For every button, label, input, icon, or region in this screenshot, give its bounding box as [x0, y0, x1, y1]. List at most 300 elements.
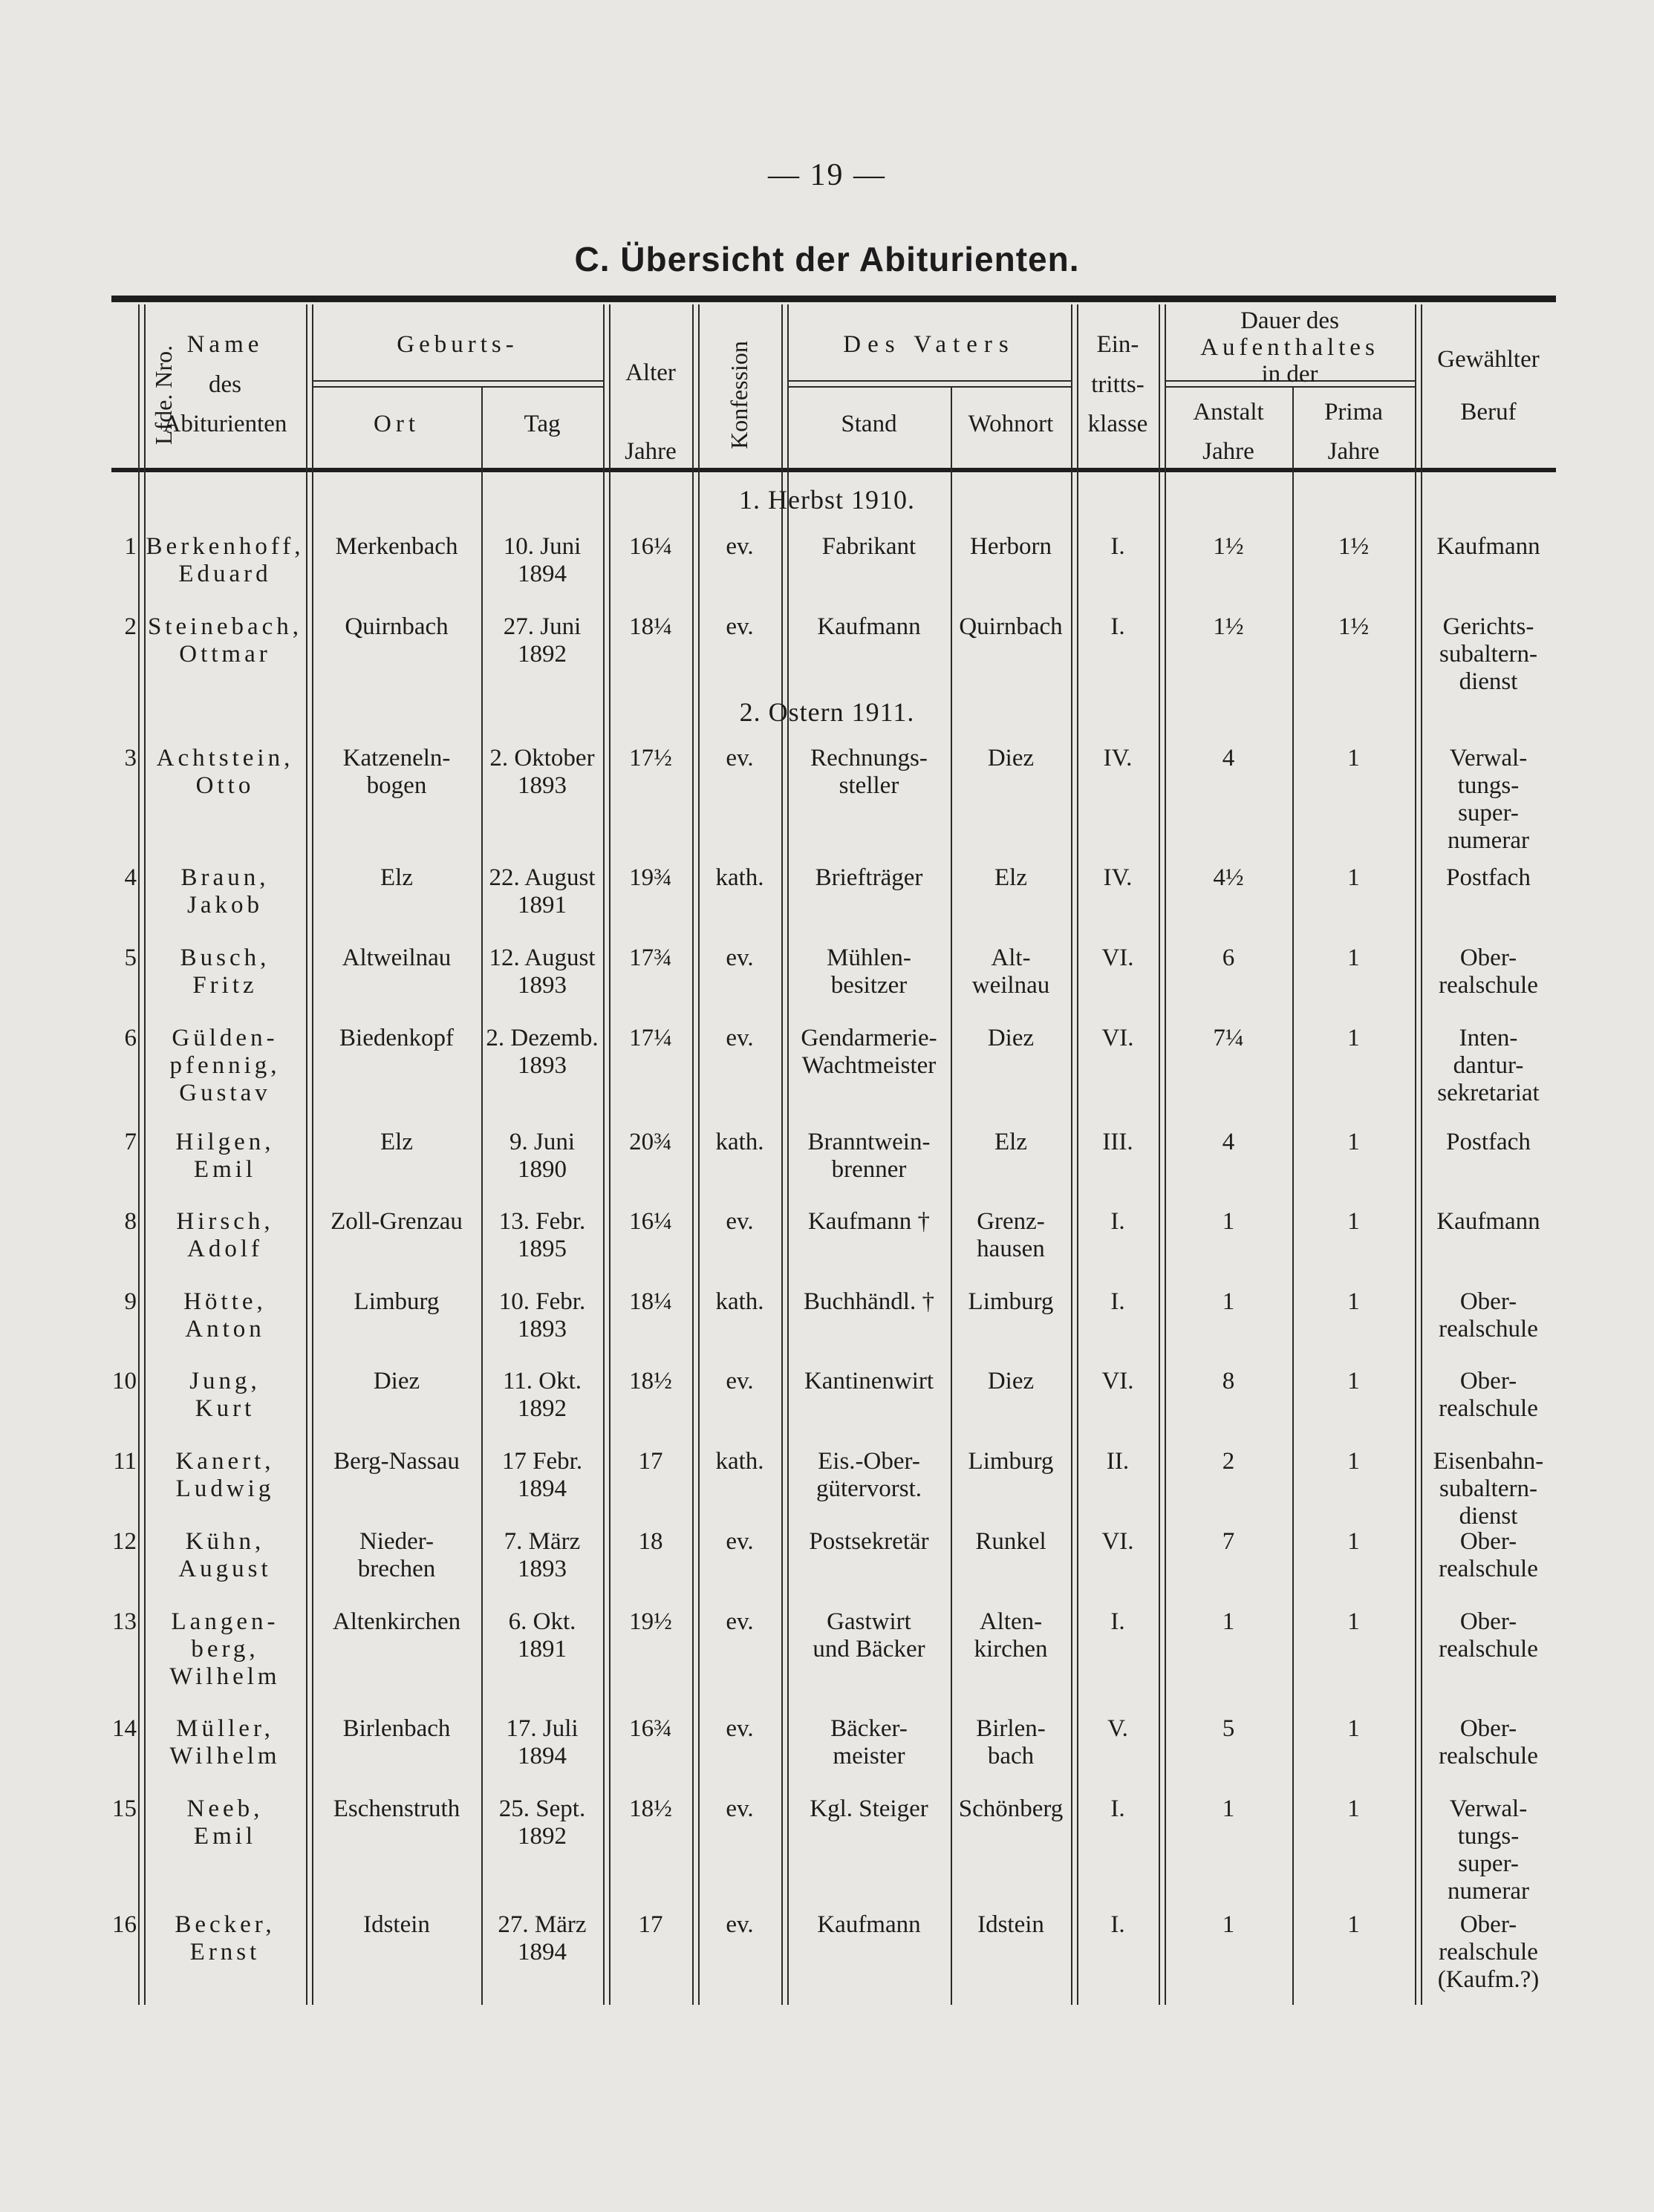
birth-place: Katzeneln- [342, 745, 451, 771]
chosen-profession: dienst [1459, 668, 1518, 695]
birth-place: Merkenbach [335, 533, 458, 560]
chosen-profession: Inten- [1459, 1025, 1518, 1051]
birth-date: 2. Dezemb. [486, 1025, 599, 1051]
student-name: Langen- [171, 1608, 279, 1635]
student-name: Gustav [179, 1080, 271, 1106]
birth-place: Nieder- [359, 1528, 434, 1555]
student-name: Emil [193, 1823, 257, 1850]
header-dauer-2: Aufenthaltes [1200, 334, 1379, 361]
confession: kath. [715, 1129, 764, 1155]
student-name: Müller, [176, 1715, 274, 1742]
years-prima: 1 [1347, 1795, 1360, 1822]
chosen-profession: Ober- [1459, 1911, 1517, 1938]
chosen-profession: numerar [1448, 1878, 1529, 1905]
birth-place: Limburg [354, 1288, 440, 1315]
years-institution: 4 [1222, 1129, 1235, 1155]
header-anstalt: Anstalt [1193, 399, 1264, 425]
student-name: Eduard [178, 561, 272, 587]
chosen-profession: Ober- [1459, 944, 1517, 971]
entry-class: V. [1107, 1715, 1128, 1742]
father-residence: Diez [987, 745, 1035, 771]
header-bottom-rule [111, 468, 1556, 472]
father-occupation: Fabrikant [821, 533, 916, 560]
chosen-profession: subaltern- [1439, 641, 1537, 668]
birth-year: 1894 [518, 1743, 567, 1769]
page-number: — 19 — [768, 158, 886, 192]
father-residence: bach [987, 1743, 1035, 1769]
entry-class: I. [1110, 1208, 1125, 1235]
entry-class: I. [1110, 1288, 1125, 1315]
col-line [306, 304, 307, 2005]
entry-class: VI. [1101, 1025, 1134, 1051]
father-residence: Quirnbach [959, 613, 1063, 640]
father-occupation: Kaufmann [817, 1911, 921, 1938]
header-ort: Ort [374, 411, 420, 437]
header-prima-jahre: Jahre [1327, 438, 1380, 465]
chosen-profession: realschule [1439, 1395, 1538, 1422]
chosen-profession: Ober- [1459, 1608, 1517, 1635]
confession: kath. [715, 1288, 764, 1315]
age: 18½ [629, 1368, 672, 1394]
birth-date: 10. Febr. [498, 1288, 586, 1315]
years-institution: 1½ [1213, 533, 1244, 560]
header-prima: Prima [1324, 399, 1383, 425]
confession: ev. [726, 944, 754, 971]
years-institution: 1 [1222, 1208, 1235, 1235]
confession: ev. [726, 1528, 754, 1555]
student-name: August [178, 1556, 272, 1582]
father-occupation: besitzer [830, 972, 908, 999]
age: 18 [638, 1528, 663, 1555]
father-residence: Schönberg [958, 1795, 1064, 1822]
student-name: Emil [193, 1156, 257, 1183]
confession: ev. [726, 1715, 754, 1742]
chosen-profession: Ober- [1459, 1528, 1517, 1555]
birth-year: 1893 [518, 972, 567, 999]
age: 17 [638, 1448, 663, 1475]
years-institution: 4½ [1213, 864, 1244, 891]
header-geburts: Geburts- [397, 331, 518, 358]
header-eintritts-2: tritts- [1091, 371, 1145, 398]
birth-date: 12. August [489, 944, 596, 971]
header-des-vaters: Des Vaters [843, 331, 1015, 358]
father-occupation: Mühlen- [827, 944, 911, 971]
birth-year: 1891 [518, 892, 567, 919]
years-prima: 1½ [1338, 613, 1370, 640]
birth-place: Birlenbach [342, 1715, 451, 1742]
row-number: 3 [124, 745, 137, 771]
chosen-profession: realschule [1439, 1939, 1538, 1965]
student-name: Ottmar [179, 641, 271, 668]
father-occupation: Rechnungs- [810, 745, 928, 771]
header-dauer-3: in der [1261, 361, 1318, 388]
years-institution: 4 [1222, 745, 1235, 771]
col-line [781, 304, 783, 2005]
chosen-profession: realschule [1439, 972, 1538, 999]
chosen-profession: dienst [1459, 1503, 1518, 1530]
row-number: 15 [112, 1795, 137, 1822]
birth-date: 25. Sept. [498, 1795, 586, 1822]
years-institution: 7 [1222, 1528, 1235, 1555]
student-name: pfennig, [169, 1052, 281, 1079]
father-occupation: Kantinenwirt [804, 1368, 934, 1394]
col-line [1071, 304, 1072, 2005]
birth-year: 1891 [518, 1636, 567, 1663]
col-line [1159, 304, 1160, 2005]
father-residence: kirchen [974, 1636, 1048, 1663]
chosen-profession: Verwal- [1449, 1795, 1528, 1822]
chosen-profession: Postfach [1446, 864, 1531, 891]
birth-year: 1895 [518, 1236, 567, 1262]
header-eintritts-3: klasse [1087, 411, 1148, 437]
row-number: 9 [124, 1288, 137, 1315]
birth-place: bogen [366, 772, 427, 799]
birth-year: 1893 [518, 1556, 567, 1582]
father-occupation: Kaufmann † [807, 1208, 931, 1235]
entry-class: VI. [1101, 1368, 1134, 1394]
chosen-profession: Kaufmann [1436, 533, 1540, 560]
father-residence: Elz [994, 864, 1027, 891]
birth-place: Zoll-Grenzau [331, 1208, 463, 1235]
years-prima: 1 [1347, 745, 1360, 771]
years-institution: 1 [1222, 1795, 1235, 1822]
years-institution: 5 [1222, 1715, 1235, 1742]
birth-date: 27. März [498, 1911, 587, 1938]
chosen-profession: tungs- [1457, 772, 1520, 799]
chosen-profession: realschule [1439, 1556, 1538, 1582]
confession: kath. [715, 1448, 764, 1475]
years-institution: 1½ [1213, 613, 1244, 640]
section-ostern: 2. Ostern 1911. [739, 697, 915, 727]
entry-class: I. [1110, 533, 1125, 560]
age: 19¾ [629, 864, 672, 891]
col-line [1415, 304, 1416, 2005]
chosen-profession: super- [1458, 800, 1519, 826]
student-name: Wilhelm [169, 1663, 281, 1690]
header-eintritts-1: Ein- [1096, 331, 1139, 358]
birth-place: brechen [357, 1556, 436, 1582]
birth-year: 1894 [518, 1475, 567, 1502]
student-name: Jakob [187, 892, 263, 919]
years-prima: 1 [1347, 1911, 1360, 1938]
student-name: Braun, [180, 864, 270, 891]
header-konfession: Konfession [726, 341, 752, 449]
birth-date: 27. Juni [503, 613, 582, 640]
years-prima: 1 [1347, 944, 1360, 971]
father-residence: Alt- [991, 944, 1031, 971]
row-number: 1 [124, 533, 137, 560]
chosen-profession: Ober- [1459, 1368, 1517, 1394]
birth-year: 1893 [518, 772, 567, 799]
birth-date: 13. Febr. [498, 1208, 586, 1235]
entry-class: III. [1102, 1129, 1133, 1155]
birth-year: 1893 [518, 1316, 567, 1342]
chosen-profession: Postfach [1446, 1129, 1531, 1155]
birth-place: Quirnbach [345, 613, 449, 640]
chosen-profession: Kaufmann [1436, 1208, 1540, 1235]
student-name: Otto [195, 772, 255, 799]
chosen-profession: Ober- [1459, 1288, 1517, 1315]
years-prima: 1 [1347, 1025, 1360, 1051]
father-residence: Elz [994, 1129, 1027, 1155]
years-institution: 1 [1222, 1288, 1235, 1315]
age: 17¾ [629, 944, 672, 971]
birth-place: Idstein [363, 1911, 430, 1938]
father-occupation: Eis.-Ober- [818, 1448, 920, 1475]
birth-date: 9. Juni [509, 1129, 575, 1155]
birth-date: 11. Okt. [502, 1368, 582, 1394]
birth-place: Biedenkopf [339, 1025, 454, 1051]
row-number: 11 [113, 1448, 137, 1475]
entry-class: I. [1110, 613, 1125, 640]
age: 17½ [629, 745, 672, 771]
chosen-profession: Gerichts- [1442, 613, 1534, 640]
confession: ev. [726, 1795, 754, 1822]
header-name-abiturienten: Abiturienten [163, 411, 287, 437]
years-institution: 7¼ [1213, 1025, 1244, 1051]
student-name: Hirsch, [176, 1208, 274, 1235]
chosen-profession: realschule [1439, 1316, 1538, 1342]
father-occupation: Postsekretär [809, 1528, 929, 1555]
header-stand: Stand [841, 411, 897, 437]
chosen-profession: Verwal- [1449, 745, 1528, 771]
age: 16¾ [629, 1715, 672, 1742]
father-occupation: steller [839, 772, 899, 799]
row-number: 4 [124, 864, 137, 891]
father-residence: Alten- [979, 1608, 1043, 1635]
father-residence: Runkel [975, 1528, 1046, 1555]
years-prima: 1 [1347, 1208, 1360, 1235]
years-prima: 1 [1347, 1368, 1360, 1394]
years-prima: 1½ [1338, 533, 1370, 560]
father-occupation: Buchhändl. † [804, 1288, 934, 1315]
age: 19½ [629, 1608, 672, 1635]
father-occupation: Kaufmann [817, 613, 921, 640]
age: 16¼ [629, 533, 672, 560]
chosen-profession: realschule [1439, 1743, 1538, 1769]
chosen-profession: super- [1458, 1850, 1519, 1877]
chosen-profession: Eisenbahn- [1433, 1448, 1544, 1475]
header-subrule [787, 380, 1071, 382]
chosen-profession: dantur- [1453, 1052, 1524, 1079]
years-prima: 1 [1347, 1715, 1360, 1742]
birth-year: 1890 [518, 1156, 567, 1183]
header-alter: Alter [625, 359, 676, 386]
student-name: Ludwig [175, 1475, 275, 1502]
birth-year: 1892 [518, 641, 567, 668]
header-gewaehlter: Gewählter [1437, 346, 1540, 373]
birth-place: Altenkirchen [332, 1608, 461, 1635]
table-top-rule [111, 296, 1556, 302]
age: 20¾ [629, 1129, 672, 1155]
row-number: 2 [124, 613, 137, 640]
years-institution: 6 [1222, 944, 1235, 971]
header-name-des: des [209, 371, 241, 398]
student-name: Jung, [189, 1368, 261, 1394]
birth-date: 10. Juni [503, 533, 582, 560]
birth-year: 1894 [518, 1939, 567, 1965]
col-line [138, 304, 140, 2005]
confession: ev. [726, 1368, 754, 1394]
header-beruf: Beruf [1460, 399, 1517, 425]
confession: kath. [715, 864, 764, 891]
section-herbst: 1. Herbst 1910. [739, 485, 915, 515]
father-occupation: Kgl. Steiger [810, 1795, 928, 1822]
header-tag: Tag [524, 411, 561, 437]
chosen-profession: subaltern- [1439, 1475, 1537, 1502]
student-name: Steinebach, [147, 613, 303, 640]
father-residence: Idstein [977, 1911, 1044, 1938]
age: 18¼ [629, 1288, 672, 1315]
father-occupation: Bäcker- [830, 1715, 908, 1742]
birth-date: 7. März [504, 1528, 581, 1555]
father-residence: Grenz- [977, 1208, 1045, 1235]
father-occupation: Gastwirt [827, 1608, 911, 1635]
father-residence: Limburg [968, 1288, 1054, 1315]
header-subrule [312, 386, 603, 388]
student-name: Kanert, [175, 1448, 275, 1475]
father-occupation: Branntwein- [807, 1129, 931, 1155]
birth-year: 1893 [518, 1052, 567, 1079]
years-prima: 1 [1347, 1129, 1360, 1155]
age: 18¼ [629, 613, 672, 640]
entry-class: IV. [1103, 864, 1133, 891]
father-occupation: meister [833, 1743, 905, 1769]
chosen-profession: (Kaufm.?) [1437, 1966, 1540, 1993]
entry-class: I. [1110, 1608, 1125, 1635]
birth-place: Elz [380, 1129, 413, 1155]
father-residence: weilnau [971, 972, 1050, 999]
birth-place: Diez [373, 1368, 420, 1394]
header-name: Name [186, 331, 264, 358]
years-institution: 8 [1222, 1368, 1235, 1394]
student-name: Gülden- [172, 1025, 279, 1051]
col-line [603, 304, 605, 2005]
years-prima: 1 [1347, 1288, 1360, 1315]
years-institution: 2 [1222, 1448, 1235, 1475]
confession: ev. [726, 1911, 754, 1938]
row-number: 6 [124, 1025, 137, 1051]
student-name: Fritz [192, 972, 258, 999]
confession: ev. [726, 1608, 754, 1635]
student-name: Busch, [180, 944, 270, 971]
row-number: 13 [112, 1608, 137, 1635]
chosen-profession: tungs- [1457, 1823, 1520, 1850]
chosen-profession: numerar [1448, 827, 1529, 854]
birth-date: 22. August [489, 864, 596, 891]
father-residence: Birlen- [976, 1715, 1046, 1742]
age: 17 [638, 1911, 663, 1938]
birth-year: 1894 [518, 561, 567, 587]
student-name: berg, [191, 1636, 259, 1663]
header-anstalt-jahre: Jahre [1202, 438, 1254, 465]
confession: ev. [726, 745, 754, 771]
entry-class: VI. [1101, 1528, 1134, 1555]
father-occupation: Wachtmeister [801, 1052, 937, 1079]
page-title: C. Übersicht der Abiturienten. [574, 240, 1080, 278]
student-name: Ernst [189, 1939, 261, 1965]
header-dauer-1: Dauer des [1240, 307, 1339, 334]
birth-place: Eschenstruth [333, 1795, 460, 1822]
student-name: Hilgen, [175, 1129, 275, 1155]
father-residence: Herborn [970, 533, 1052, 560]
student-name: Hötte, [183, 1288, 267, 1315]
birth-date: 6. Okt. [508, 1608, 576, 1635]
student-name: Kühn, [185, 1528, 265, 1555]
age: 16¼ [629, 1208, 672, 1235]
row-number: 16 [112, 1911, 137, 1938]
row-number: 7 [124, 1129, 137, 1155]
row-number: 14 [112, 1715, 137, 1742]
birth-date: 17. Juli [506, 1715, 579, 1742]
years-institution: 1 [1222, 1911, 1235, 1938]
row-number: 5 [124, 944, 137, 971]
years-prima: 1 [1347, 1608, 1360, 1635]
confession: ev. [726, 1208, 754, 1235]
student-name: Berkenhoff, [146, 533, 305, 560]
years-prima: 1 [1347, 1448, 1360, 1475]
birth-place: Elz [380, 864, 413, 891]
father-occupation: brenner [831, 1156, 907, 1183]
chosen-profession: sekretariat [1437, 1080, 1540, 1106]
birth-year: 1892 [518, 1823, 567, 1850]
birth-date: 17 Febr. [501, 1448, 583, 1475]
student-name: Becker, [175, 1911, 276, 1938]
entry-class: VI. [1101, 944, 1134, 971]
father-occupation: gütervorst. [815, 1475, 922, 1502]
confession: ev. [726, 533, 754, 560]
student-name: Adolf [187, 1236, 263, 1262]
chosen-profession: realschule [1439, 1636, 1538, 1663]
father-residence: Limburg [968, 1448, 1054, 1475]
student-name: Kurt [195, 1395, 255, 1422]
birth-date: 2. Oktober [489, 745, 595, 771]
confession: ev. [726, 613, 754, 640]
father-residence: Diez [987, 1368, 1035, 1394]
row-number: 8 [124, 1208, 137, 1235]
father-residence: hausen [977, 1236, 1045, 1262]
birth-place: Berg-Nassau [333, 1448, 460, 1475]
student-name: Wilhelm [169, 1743, 281, 1769]
header-alter-jahre: Jahre [625, 438, 677, 465]
age: 18½ [629, 1795, 672, 1822]
student-name: Anton [185, 1316, 265, 1342]
row-number: 10 [112, 1368, 137, 1394]
student-name: Neeb, [186, 1795, 264, 1822]
entry-class: I. [1110, 1911, 1125, 1938]
age: 17¼ [629, 1025, 672, 1051]
years-prima: 1 [1347, 864, 1360, 891]
entry-class: II. [1106, 1448, 1130, 1475]
chosen-profession: Ober- [1459, 1715, 1517, 1742]
birth-place: Altweilnau [342, 944, 452, 971]
father-occupation: Gendarmerie- [801, 1025, 937, 1051]
entry-class: I. [1110, 1795, 1125, 1822]
birth-year: 1892 [518, 1395, 567, 1422]
years-institution: 1 [1222, 1608, 1235, 1635]
entry-class: IV. [1103, 745, 1133, 771]
father-occupation: und Bäcker [813, 1636, 925, 1663]
header-subrule [312, 380, 603, 382]
father-residence: Diez [987, 1025, 1035, 1051]
col-line [692, 304, 694, 2005]
header-lfde: Lfde. Nro. [150, 345, 177, 446]
years-prima: 1 [1347, 1528, 1360, 1555]
student-name: Achtstein, [156, 745, 294, 771]
header-subrule [787, 386, 1071, 388]
father-occupation: Briefträger [815, 864, 923, 891]
header-wohnort: Wohnort [968, 411, 1054, 437]
